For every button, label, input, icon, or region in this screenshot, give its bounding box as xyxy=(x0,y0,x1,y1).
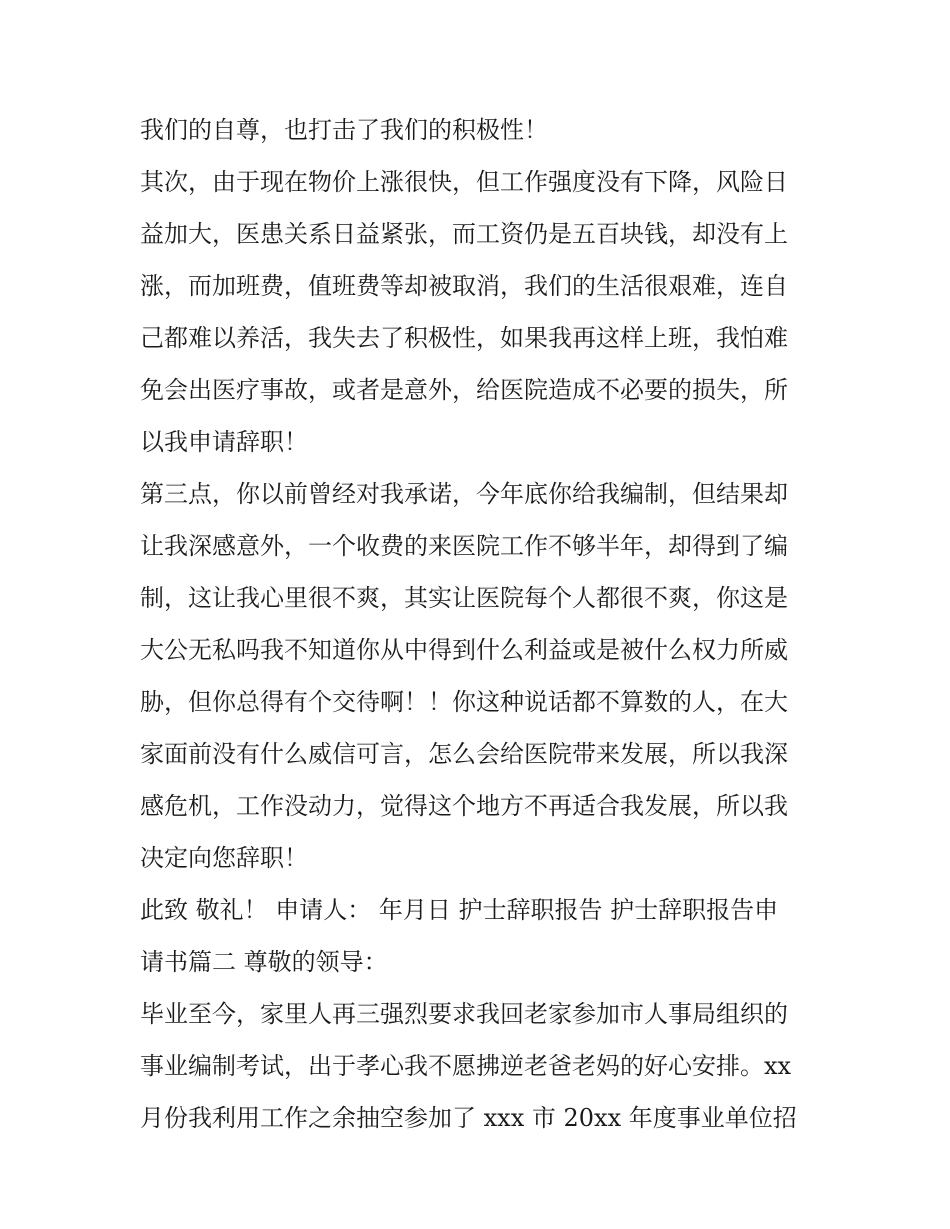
document-body xyxy=(140,104,820,1144)
text-line: 其次，由于现在物价上涨很快，但工作强度没有下降，风险日 xyxy=(140,168,788,196)
text-line: 家面前没有什么威信可言，怎么会给医院带来发展，所以我深 xyxy=(140,740,788,768)
text-line: 胁，但你总得有个交待啊！！你这种说话都不算数的人，在大 xyxy=(140,688,788,716)
text-line: 己都难以养活，我失去了积极性，如果我再这样上班，我怕难 xyxy=(140,324,788,352)
text-line: 毕业至今，家里人再三强烈要求我回老家参加市人事局组织的 xyxy=(140,1000,788,1028)
text-line: 益加大，医患关系日益紧张，而工资仍是五百块钱，却没有上 xyxy=(140,220,788,248)
text-line: 免会出医疗事故，或者是意外，给医院造成不必要的损失，所 xyxy=(140,376,788,404)
text-line: 此致 敬礼！ 申请人： 年月日 护士辞职报告 护士辞职报告申 xyxy=(140,896,779,924)
text-line: 我们的自尊，也打击了我们的积极性！ xyxy=(140,116,548,144)
text-line: 以我申请辞职！ xyxy=(140,428,308,456)
text-line: 请书篇二 尊敬的领导： xyxy=(140,948,388,976)
text-line: 大公无私吗我不知道你从中得到什么利益或是被什么权力所威 xyxy=(140,636,788,664)
text-line: 决定向您辞职！ xyxy=(140,844,308,872)
text-line: 第三点，你以前曾经对我承诺，今年底你给我编制，但结果却 xyxy=(140,480,788,508)
text-line: 月份我利用工作之余抽空参加了 xxx 市 20xx 年度事业单位招 xyxy=(140,1104,797,1132)
text-line: 涨，而加班费，值班费等却被取消，我们的生活很艰难，连自 xyxy=(140,272,788,300)
text-line: 事业编制考试，出于孝心我不愿拂逆老爸老妈的好心安排。xx xyxy=(140,1052,792,1080)
text-line: 制，这让我心里很不爽，其实让医院每个人都很不爽，你这是 xyxy=(140,584,788,612)
text-line: 让我深感意外，一个收费的来医院工作不够半年，却得到了编 xyxy=(140,532,788,560)
text-line: 感危机，工作没动力，觉得这个地方不再适合我发展，所以我 xyxy=(140,792,788,820)
